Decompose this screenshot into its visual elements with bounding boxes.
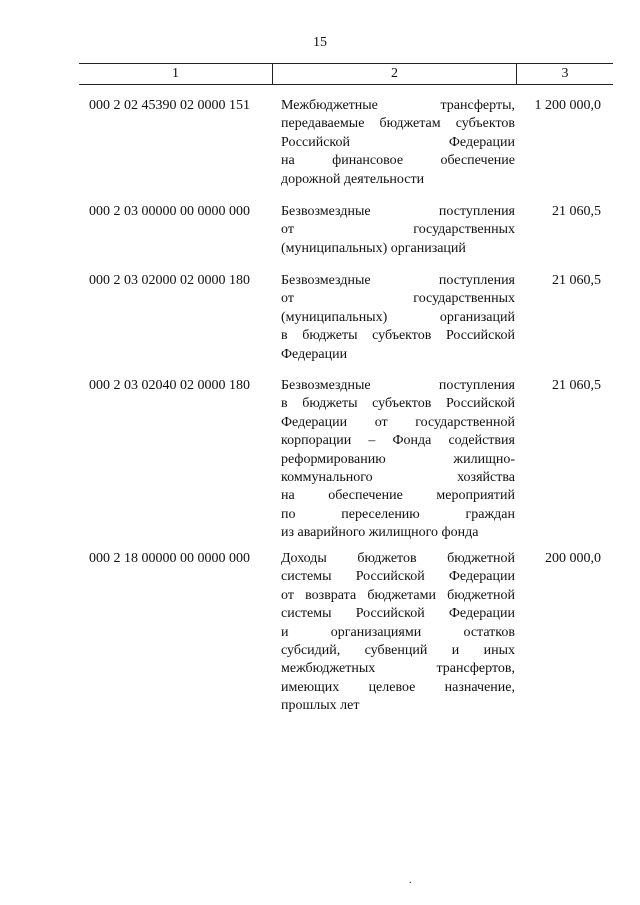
description-line: дорожной деятельности (281, 171, 425, 187)
description (281, 377, 515, 543)
description-line: Федерации (281, 346, 348, 362)
description-line: на обеспечение мероприятий (281, 488, 515, 504)
description-line: на финансовое обеспечение (281, 153, 515, 169)
header-col-3: 3 (561, 66, 569, 81)
description-line: корпорации – Фонда содействия (281, 433, 515, 449)
table-row (0, 97, 640, 189)
table-row (0, 272, 640, 364)
description-line: межбюджетных трансфертов, (281, 661, 515, 677)
description-line: Российской Федерации (281, 134, 515, 150)
description-line: передаваемые бюджетам субъектов (281, 116, 515, 132)
page-number: 15 (313, 35, 327, 50)
footer-mark: . (409, 875, 412, 886)
description (281, 272, 515, 364)
description-line: коммунального хозяйства (281, 469, 515, 485)
description (281, 203, 515, 258)
table-row (0, 203, 640, 258)
description (281, 97, 515, 189)
budget-code: 000 2 18 00000 00 0000 000 (89, 551, 250, 566)
table-header (79, 63, 613, 85)
description-line: субсидий, субвенций и иных (281, 642, 515, 658)
budget-code: 000 2 02 45390 02 0000 151 (89, 98, 250, 113)
description-line: из аварийного жилищного фонда (281, 525, 479, 541)
description-line: реформированию жилищно- (281, 451, 515, 467)
description-line: Безвозмездные поступления (281, 204, 515, 219)
description-line: и организациями остатков (281, 624, 515, 640)
table-row (0, 377, 640, 543)
description-line: имеющих целевое назначение, (281, 679, 515, 695)
description-line: (муниципальных) организаций (281, 309, 515, 325)
description-line: прошлых лет (281, 698, 360, 714)
budget-code: 000 2 03 00000 00 0000 000 (89, 204, 250, 219)
description-line: от государственных (281, 222, 515, 238)
description (281, 550, 515, 716)
description-line: по переселению граждан (281, 506, 515, 522)
budget-code: 000 2 03 02000 02 0000 180 (89, 273, 250, 288)
budget-code: 000 2 03 02040 02 0000 180 (89, 378, 250, 393)
description-line: от государственных (281, 291, 515, 307)
description-line: (муниципальных) организаций (281, 240, 466, 256)
description-line: в бюджеты субъектов Российской (281, 328, 515, 344)
description-line: Безвозмездные поступления (281, 273, 515, 288)
description-line: от возврата бюджетами бюджетной (281, 587, 515, 603)
description-line: системы Российской Федерации (281, 569, 515, 585)
description-line: Безвозмездные поступления (281, 378, 515, 393)
amount: 21 060,5 (552, 378, 601, 393)
amount: 21 060,5 (552, 273, 601, 288)
description-line: в бюджеты субъектов Российской (281, 396, 515, 412)
amount: 200 000,0 (545, 551, 601, 566)
header-col-2: 2 (273, 64, 517, 84)
table-row (0, 550, 640, 716)
description-line: Федерации от государственной (281, 414, 515, 430)
description-line: системы Российской Федерации (281, 606, 515, 622)
amount: 1 200 000,0 (534, 98, 601, 113)
amount: 21 060,5 (552, 204, 601, 219)
description-line: Доходы бюджетов бюджетной (281, 551, 515, 566)
description-line: Межбюджетные трансферты, (281, 98, 515, 113)
header-col-1: 1 (79, 64, 273, 84)
